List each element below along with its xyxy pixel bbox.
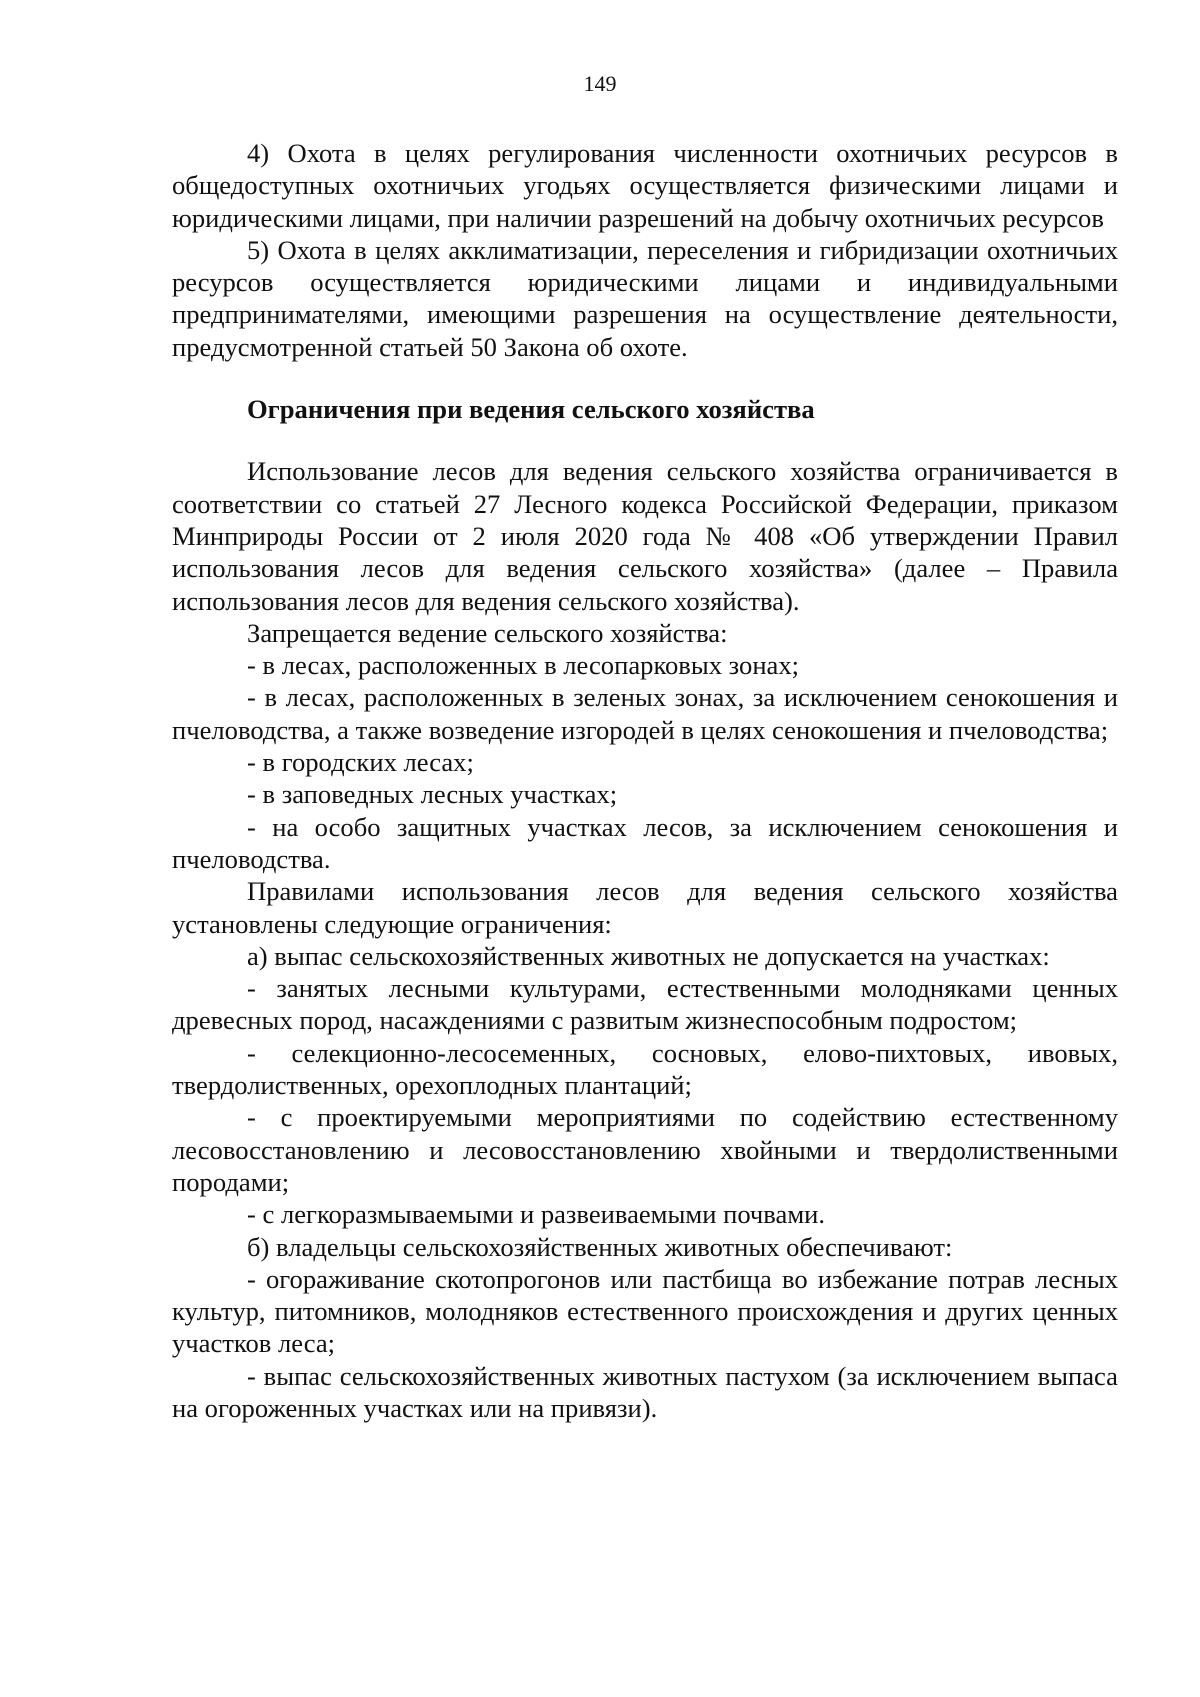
section-heading: Ограничения при ведения сельского хозяйства: [247, 394, 815, 425]
list-item: - в городских лесах;: [247, 747, 474, 778]
paragraph-hunting-acclimatization: 5) Охота в целях акклиматизации, переселения и гибридизации охотничьих ресурсов осуществляется юридическими лицами и индивидуальными предпринимателями, имеющими разрешения на осуществление деятельности, предусмотренной статьей 50 Закона об охоте.: [172, 234, 1118, 362]
list-item: - с легкоразмываемыми и развеиваемыми почвами.: [247, 1199, 826, 1230]
list-item: - с проектируемыми мероприятиями по содействию естественному лесовосстановлению и лесовосстановлению хвойными и твердолиственными породами;: [172, 1102, 1118, 1197]
list-item: - в лесах, расположенных в лесопарковых зонах;: [247, 650, 800, 681]
paragraph-grazing-restrictions: а) выпас сельскохозяйственных животных не допускается на участках:: [247, 940, 1050, 971]
list-item: - занятых лесными культурами, естественными молодняками ценных древесных пород, насаждениями с развитым жизнеспособным подростом;: [172, 973, 1118, 1036]
list-item: - на особо защитных участках лесов, за исключением сенокошения и пчеловодства.: [172, 811, 1118, 874]
paragraph-restrictions-intro: Правилами использования лесов для ведения сельского хозяйства установлены следующие ограничения:: [172, 876, 1118, 939]
paragraph-hunting-regulation: 4) Охота в целях регулирования численности охотничьих ресурсов в общедоступных охотничьих угодьях осуществляется физическими лицами и юридическими лицами, при наличии разрешений на добычу охотничьих ресурсов: [172, 138, 1118, 233]
list-item: - в лесах, расположенных в зеленых зонах, за исключением сенокошения и пчеловодства, а также возведение изгородей в целях сенокошения и пчеловодства;: [172, 682, 1118, 745]
document-body: [172, 137, 1118, 1424]
list-item: - в заповедных лесных участках;: [247, 779, 618, 810]
page-number: 149: [583, 71, 617, 96]
paragraph-owners-obligations: б) владельцы сельскохозяйственных животных обеспечивают:: [247, 1231, 953, 1262]
list-item: - огораживание скотопрогонов или пастбища во избежание потрав лесных культур, питомников, молодняков естественного происхождения и других ценных участков леса;: [172, 1263, 1118, 1359]
list-item: - выпас сельскохозяйственных животных пастухом (за исключением выпаса на огороженных участках или на привязи).: [172, 1360, 1118, 1423]
paragraph-prohibited-intro: Запрещается ведение сельского хозяйства:: [247, 617, 728, 648]
paragraph-forest-use-intro: Использование лесов для ведения сельского хозяйства ограничивается в соответствии со статьей 27 Лесного кодекса Российской Федерации, приказом Минприроды России от 2 июля 2020 года № 408 «Об утверждении Правил использования лесов для ведения сельского хозяйства» (далее – Правила использования лесов для ведения сельского хозяйства).: [172, 456, 1118, 616]
list-item: - селекционно-лесосеменных, сосновых, елово-пихтовых, ивовых, твердолиственных, орехоплодных плантаций;: [172, 1037, 1118, 1101]
